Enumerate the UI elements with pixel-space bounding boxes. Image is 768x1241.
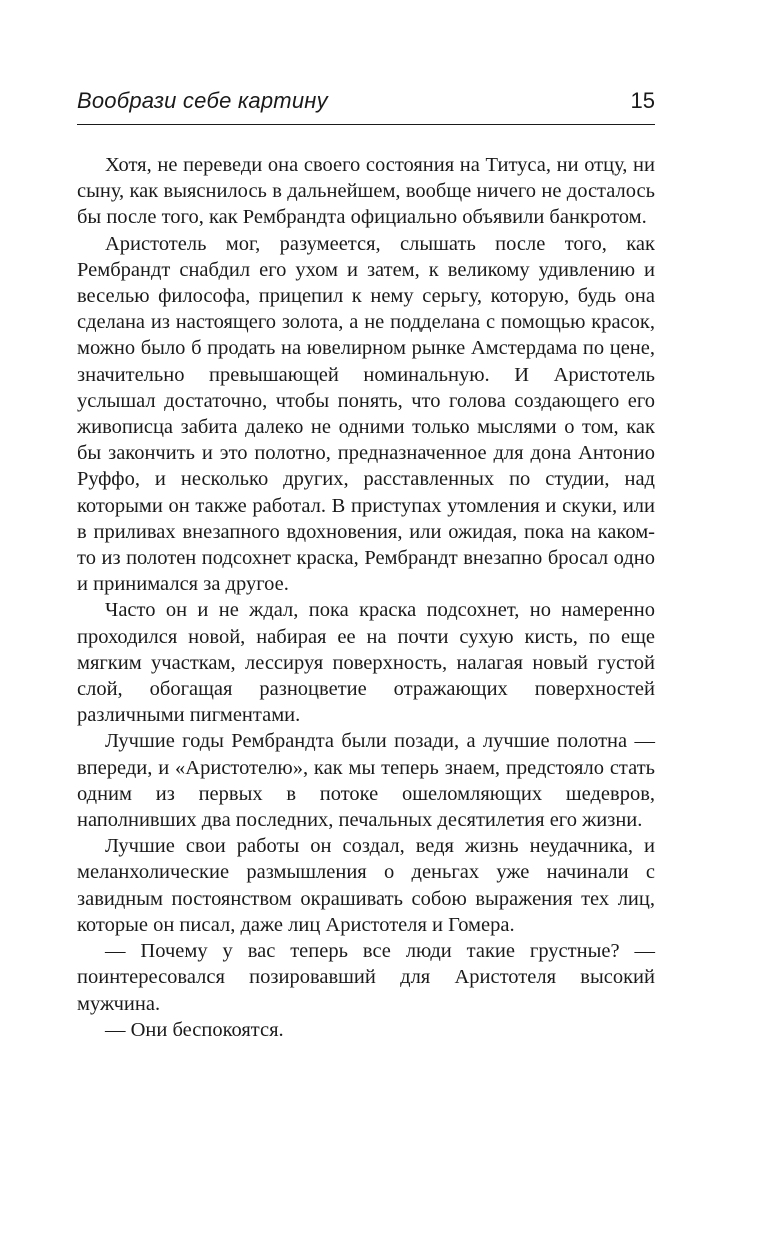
paragraph: Аристотель мог, разумеется, слышать после того, как Рембрандт снабдил его ухом и затем, к великому удивлению и веселью философа, прицепил к нему серьгу, которую, будь она сделана из настоящего золота, а не подделана с помощью красок, можно было б продать на ювелирном рынке Амстердама по цене, значительно превышающей номинальную. И Аристотель услышал достаточно, чтобы понять, что голова создающего его живописца забита далеко не одними только мыслями о том, как бы закончить и это полотно, предназначенное для дона Антонио Руффо, и несколько других, расставленных по студии, над которыми он также работал. В приступах утомления и скуки, или в приливах внезапного вдохновения, или ожидая, пока на каком-то из полотен подсохнет краска, Рембрандт внезапно бросал одно и принимался за другое. <box>77 232 655 596</box>
paragraph: Лучшие свои работы он создал, ведя жизнь неудачника, и меланхолические размышления о деньгах уже начинали с завидным постоянством окрашивать собою выражения тех лиц, которые он писал, даже лиц Аристотеля и Гомера. <box>77 835 655 936</box>
running-head-title: Вообрази себе картину <box>77 88 328 113</box>
paragraph: Хотя, не переведи она своего состояния на Титуса, ни отцу, ни сыну, как выяснилось в дальнейшем, вообще ничего не досталось бы после того, как Рембрандта официально объявили банкротом. <box>77 154 655 229</box>
book-page <box>77 88 655 1043</box>
running-header <box>77 88 655 125</box>
paragraph: Часто он и не ждал, пока краска подсохнет, но намеренно проходился новой, набирая ее на почти сухую кисть, по еще мягким участкам, лессируя поверхность, налагая новый густой слой, обогащая разноцветие отражающих поверхностей различными пигментами. <box>77 599 655 727</box>
page-number: 15 <box>630 88 655 113</box>
body-text <box>77 152 655 1043</box>
dialogue-line: — Почему у вас теперь все люди такие грустные? — поинтересовался позировавший для Аристотеля высокий мужчина. <box>77 940 655 1015</box>
dialogue-line: — Они беспокоятся. <box>105 1018 284 1041</box>
paragraph: Лучшие годы Рембрандта были позади, а лучшие полотна — впереди, и «Аристотелю», как мы теперь знаем, предстояло стать одним из первых в потоке ошеломляющих шедевров, наполнивших два последних, печальных десятилетия его жизни. <box>77 730 655 832</box>
